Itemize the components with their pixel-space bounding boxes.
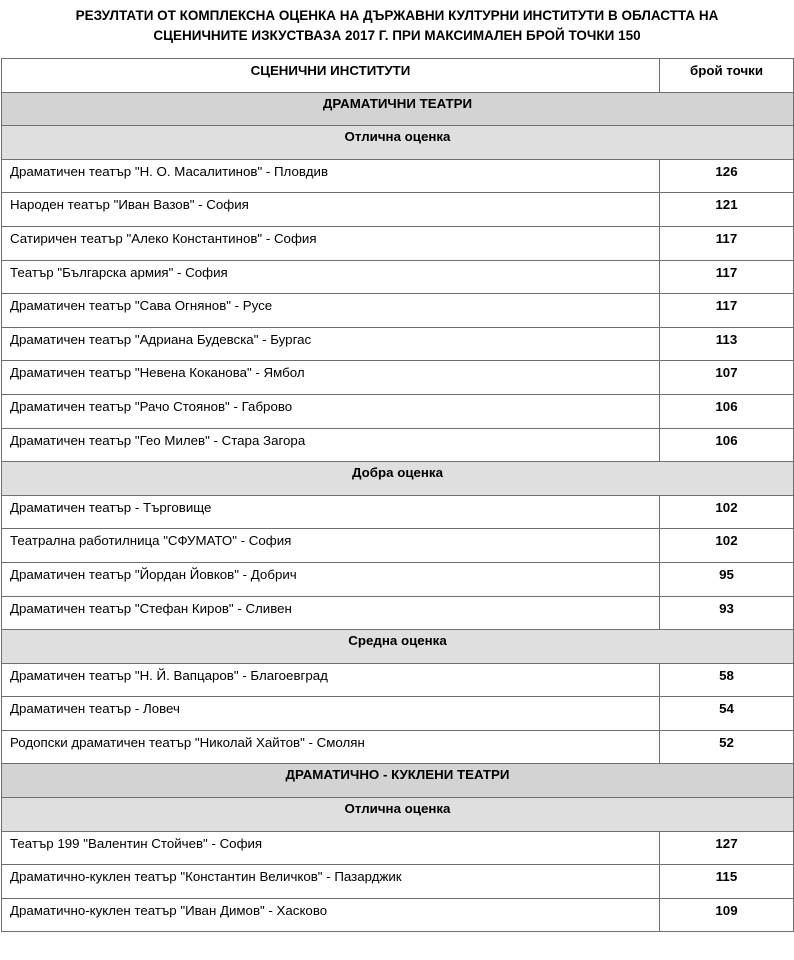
table-row [2,327,794,361]
institute-name: Театрална работилница "СФУМАТО" - София [2,529,660,563]
table-row [2,663,794,697]
institute-name: Драматичен театър "Адриана Будевска" - Бургас [2,327,660,361]
results-table [1,58,794,932]
points-value: 102 [660,529,794,563]
table-row [2,226,794,260]
table-row [2,428,794,462]
institute-name: Драматичен театър "Сава Огнянов" - Русе [2,294,660,328]
points-value: 117 [660,226,794,260]
grade-label: Добра оценка [2,462,794,496]
table-row [2,831,794,865]
title-line-2: СЦЕНИЧНИТЕ ИЗКУСТВАЗА 2017 Г. ПРИ МАКСИМАЛЕН БРОЙ ТОЧКИ 150 [153,28,641,43]
section-label: ДРАМАТИЧНО - КУКЛЕНИ ТЕАТРИ [2,764,794,798]
points-value: 117 [660,260,794,294]
table-row [2,697,794,731]
points-value: 52 [660,730,794,764]
table-row [2,529,794,563]
grade-label: Отлична оценка [2,798,794,832]
institute-name: Драматичен театър - Ловеч [2,697,660,731]
section-header-row [2,764,794,798]
grade-label: Средна оценка [2,630,794,664]
document-title [0,6,794,46]
table-row [2,294,794,328]
table-body [2,92,794,932]
table-row [2,495,794,529]
points-value: 102 [660,495,794,529]
points-value: 106 [660,428,794,462]
points-value: 115 [660,865,794,899]
points-value: 95 [660,562,794,596]
grade-label: Отлична оценка [2,126,794,160]
grade-header-row [2,126,794,160]
title-line-1: РЕЗУЛТАТИ ОТ КОМПЛЕКСНА ОЦЕНКА НА ДЪРЖАВНИ КУЛТУРНИ ИНСТИТУТИ В ОБЛАСТТА НА [75,8,719,23]
section-header-row [2,92,794,126]
institute-name: Драматичен театър "Н. О. Масалитинов" - Пловдив [2,159,660,193]
institute-name: Драматичен театър "Йордан Йовков" - Добрич [2,562,660,596]
table-row [2,159,794,193]
institute-name: Драматичен театър "Стефан Киров" - Сливен [2,596,660,630]
grade-header-row [2,798,794,832]
table-row [2,865,794,899]
column-header-points: брой точки [660,59,794,93]
institute-name: Драматичен театър "Рачо Стоянов" - Габрово [2,394,660,428]
points-value: 127 [660,831,794,865]
section-label: ДРАМАТИЧНИ ТЕАТРИ [2,92,794,126]
institute-name: Народен театър "Иван Вазов" - София [2,193,660,227]
points-value: 109 [660,898,794,932]
institute-name: Театър "Българска армия" - София [2,260,660,294]
points-value: 107 [660,361,794,395]
column-header-institutes: СЦЕНИЧНИ ИНСТИТУТИ [2,59,660,93]
points-value: 126 [660,159,794,193]
institute-name: Драматичен театър "Гео Милев" - Стара Загора [2,428,660,462]
institute-name: Драматичен театър "Невена Коканова" - Ямбол [2,361,660,395]
table-row [2,596,794,630]
points-value: 54 [660,697,794,731]
institute-name: Драматичен театър "Н. Й. Вапцаров" - Благоевград [2,663,660,697]
table-row [2,730,794,764]
points-value: 106 [660,394,794,428]
institute-name: Драматично-куклен театър "Константин Величков" - Пазарджик [2,865,660,899]
table-header-row [2,59,794,93]
points-value: 58 [660,663,794,697]
institute-name: Театър 199 "Валентин Стойчев" - София [2,831,660,865]
points-value: 121 [660,193,794,227]
table-row [2,260,794,294]
points-value: 117 [660,294,794,328]
grade-header-row [2,462,794,496]
table-row [2,361,794,395]
table-row [2,898,794,932]
points-value: 93 [660,596,794,630]
grade-header-row [2,630,794,664]
institute-name: Сатиричен театър "Алеко Константинов" - София [2,226,660,260]
institute-name: Драматично-куклен театър "Иван Димов" - Хасково [2,898,660,932]
institute-name: Родопски драматичен театър "Николай Хайтов" - Смолян [2,730,660,764]
points-value: 113 [660,327,794,361]
table-row [2,193,794,227]
table-row [2,394,794,428]
institute-name: Драматичен театър - Търговище [2,495,660,529]
table-row [2,562,794,596]
